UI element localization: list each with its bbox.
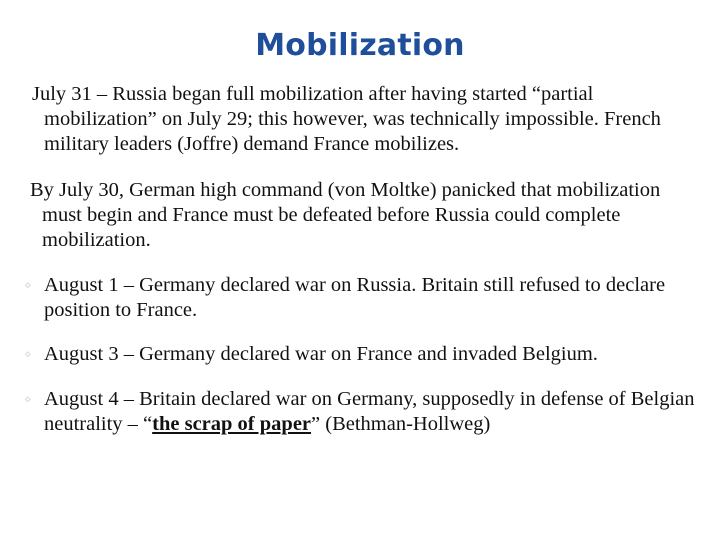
bullet-marker-icon: ⋄ xyxy=(24,278,32,292)
bullet-marker-icon: ⋄ xyxy=(24,392,32,406)
scrap-of-paper-emphasis: the scrap of paper xyxy=(152,413,312,435)
bullet-august-1 xyxy=(24,273,704,323)
slide-title: Mobilization xyxy=(255,28,465,63)
bullet-august-3 xyxy=(24,342,704,367)
bullet-text-before: August 4 – Britain declared war on Germany, supposedly in defense of Belgian neutrality – “ xyxy=(44,388,695,435)
bullet-text: August 1 – Germany declared war on Russia. Britain still refused to declare position to France. xyxy=(44,274,666,321)
bullet-text: August 3 – Germany declared war on France and invaded Belgium. xyxy=(44,343,598,365)
paragraph-july-30 xyxy=(30,178,702,253)
bullet-august-4 xyxy=(24,387,704,437)
bullet-marker-icon: ⋄ xyxy=(24,347,32,361)
paragraph-text: By July 30, German high command (von Moltke) panicked that mobilization must begin and France must be defeated before Russia could complete mobilization. xyxy=(30,179,661,251)
paragraph-july-31 xyxy=(32,82,702,157)
paragraph-text: July 31 – Russia began full mobilization after having started “partial mobilization” on July 29; this however, was technically impossible. French military leaders (Joffre) demand France mobilizes. xyxy=(32,83,661,155)
bullet-text xyxy=(44,387,704,437)
bullet-text-after: ” (Bethman-Hollweg) xyxy=(311,413,491,435)
